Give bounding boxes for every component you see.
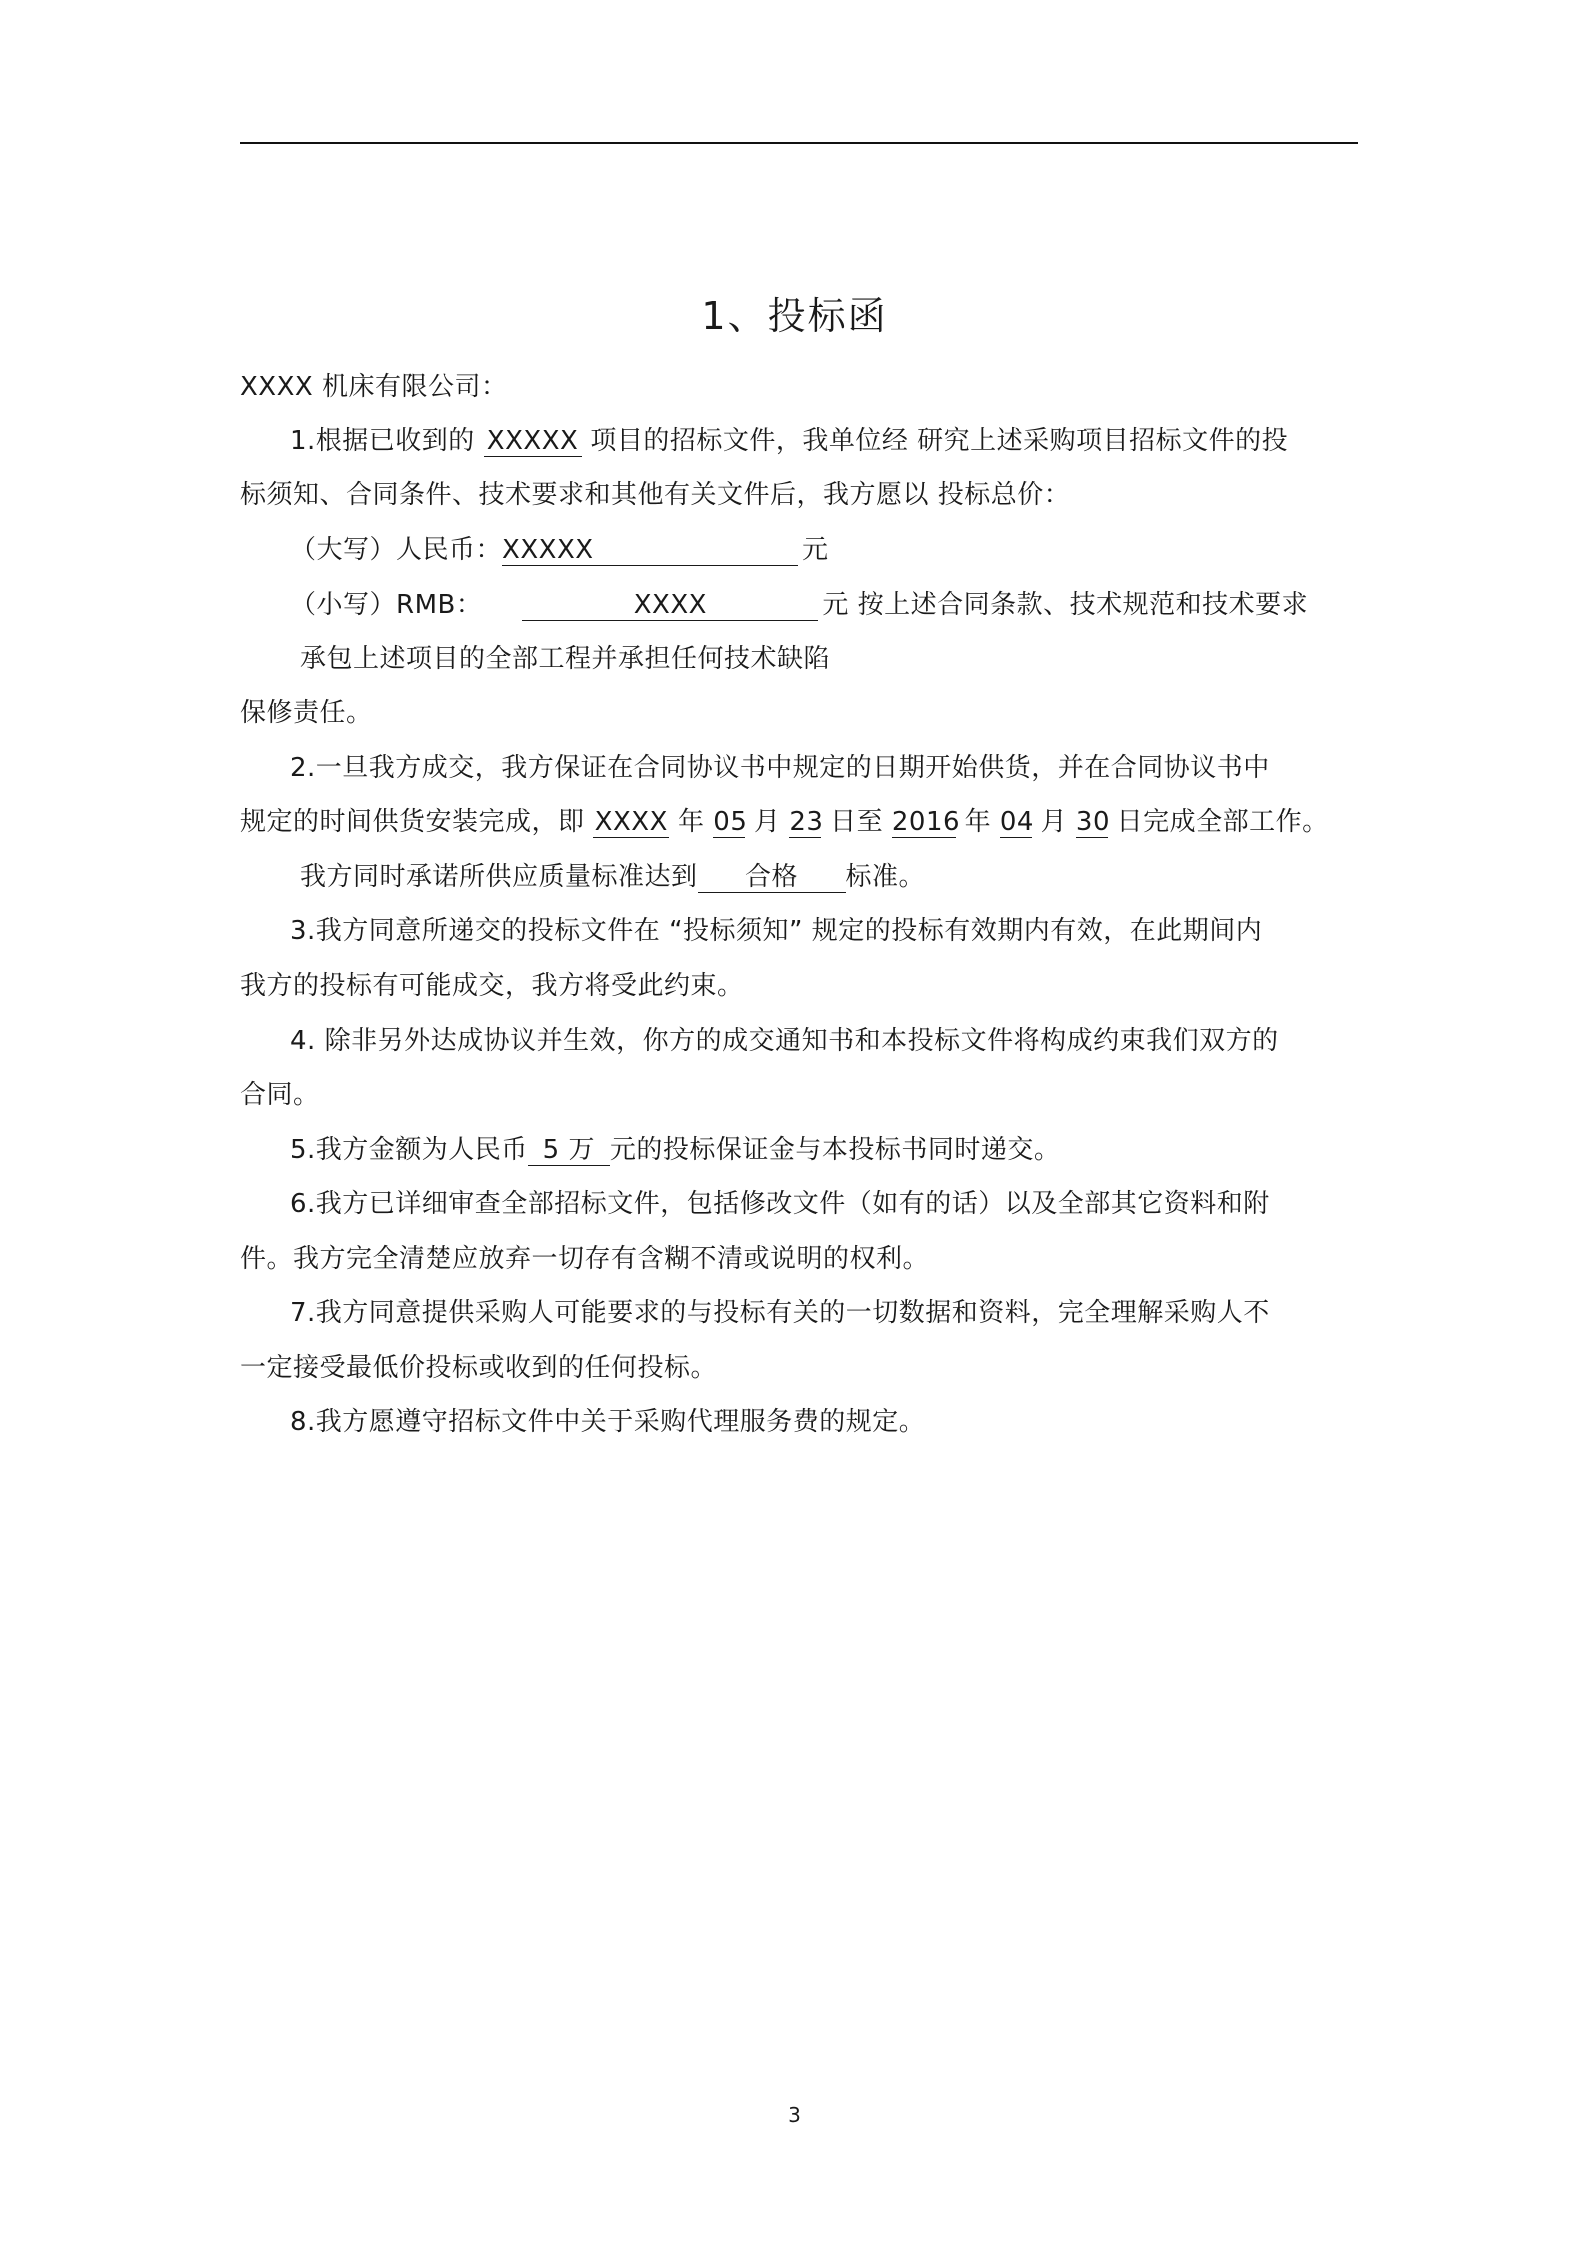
quality-line bbox=[300, 857, 925, 897]
paragraph-4-line-2: 合同。 bbox=[240, 1080, 320, 1110]
deposit-amount-field: 5 万 bbox=[528, 1135, 610, 1166]
quality-pre: 我方同时承诺所供应质量标准达到 bbox=[300, 862, 698, 892]
p5-post: 元的投标保证金与本投标书同时递交。 bbox=[609, 1135, 1061, 1165]
start-year-field: XXXX bbox=[594, 807, 668, 837]
p2-line2-pre: 规定的时间供货安装完成，即 bbox=[240, 807, 594, 837]
p2-day-to-text: 日至 bbox=[821, 807, 892, 837]
start-day-field: 23 bbox=[789, 807, 824, 837]
price-upper-label: （大写）人民币： bbox=[290, 535, 503, 565]
p2-year-text: 年 bbox=[669, 807, 714, 837]
paragraph-2-line-1: 2.一旦我方成交，我方保证在合同协议书中规定的日期开始供货，并在合同协议书中 bbox=[290, 753, 1270, 783]
paragraph-1-cont-line-2: 保修责任。 bbox=[240, 698, 373, 728]
price-upper-line bbox=[290, 530, 829, 570]
price-upper-field: XXXXX bbox=[502, 535, 798, 566]
end-month-field: 04 bbox=[999, 807, 1034, 837]
price-lower-line bbox=[290, 585, 1308, 625]
p1-post: 项目的招标文件，我单位经 研究上述采购项目招标文件的投 bbox=[581, 426, 1289, 456]
end-day-field: 30 bbox=[1075, 807, 1111, 837]
price-lower-post: 按上述合同条款、技术规范和技术要求 bbox=[848, 590, 1309, 620]
p1-pre: 1.根据已收到的 bbox=[290, 426, 484, 456]
paragraph-6-line-1: 6.我方已详细审查全部招标文件，包括修改文件（如有的话）以及全部其它资料和附 bbox=[290, 1189, 1270, 1219]
paragraph-3-line-2: 我方的投标有可能成交，我方将受此约束。 bbox=[240, 971, 744, 1001]
paragraph-4-line-1: 4. 除非另外达成协议并生效，你方的成交通知书和本投标文件将构成约束我们双方的 bbox=[290, 1026, 1279, 1056]
quality-post: 标准。 bbox=[845, 862, 926, 892]
p2-end-text: 日完成全部工作。 bbox=[1107, 807, 1329, 837]
start-month-field: 05 bbox=[713, 807, 748, 837]
paragraph-7-line-2: 一定接受最低价投标或收到的任何投标。 bbox=[240, 1353, 718, 1383]
paragraph-2-line-2 bbox=[240, 802, 1329, 842]
page-number: 3 bbox=[788, 2103, 801, 2127]
paragraph-1-cont-line-1: 承包上述项目的全部工程并承担任何技术缺陷 bbox=[300, 644, 831, 674]
p2-year-text-2: 年 bbox=[955, 807, 1000, 837]
end-year-field: 2016 bbox=[891, 807, 961, 837]
quality-field: 合格 bbox=[698, 862, 846, 893]
paragraph-7-line-1: 7.我方同意提供采购人可能要求的与投标有关的一切数据和资料，完全理解采购人不 bbox=[290, 1298, 1270, 1328]
document-title: 1、投标函 bbox=[701, 294, 888, 338]
project-name-field: XXXXX bbox=[484, 426, 582, 457]
header-rule bbox=[240, 142, 1358, 144]
paragraph-1-line-1 bbox=[290, 421, 1288, 461]
paragraph-8: 8.我方愿遵守招标文件中关于采购代理服务费的规定。 bbox=[290, 1407, 926, 1437]
p5-pre: 5.我方金额为人民币 bbox=[290, 1135, 528, 1165]
price-lower-field: XXXX bbox=[522, 590, 818, 621]
p2-month-text: 月 bbox=[745, 807, 790, 837]
paragraph-6-line-2: 件。我方完全清楚应放弃一切存有含糊不清或说明的权利。 bbox=[240, 1244, 930, 1274]
price-lower-label: （小写）RMB： bbox=[290, 590, 483, 620]
addressee: XXXX 机床有限公司： bbox=[240, 372, 508, 402]
paragraph-3-line-1: 3.我方同意所递交的投标文件在 “投标须知” 规定的投标有效期内有效，在此期间内 bbox=[290, 916, 1263, 946]
price-lower-unit: 元 bbox=[822, 590, 849, 620]
p2-month-text-2: 月 bbox=[1031, 807, 1076, 837]
paragraph-1-line-2: 标须知、合同条件、技术要求和其他有关文件后，我方愿以 投标总价： bbox=[240, 480, 1071, 510]
price-upper-unit: 元 bbox=[802, 535, 829, 565]
paragraph-5 bbox=[290, 1130, 1060, 1170]
